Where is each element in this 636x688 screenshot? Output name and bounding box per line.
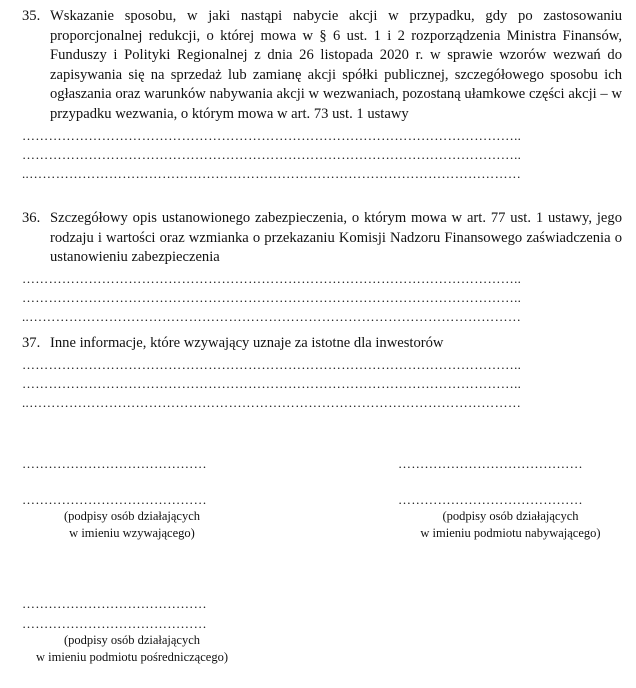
item-number: 36. bbox=[22, 210, 41, 226]
signature-caption: w imieniu podmiotu pośredniczącego) bbox=[36, 650, 228, 664]
signature-block-acquirer bbox=[398, 456, 623, 542]
fill-in-line[interactable]: ………………………………………………………………………………………………….. bbox=[22, 289, 522, 305]
signature-caption: w imieniu wzywającego) bbox=[69, 526, 195, 540]
signature-caption: (podpisy osób działających bbox=[63, 633, 201, 647]
fill-in-line[interactable]: ………………………………………………………………………………………………….. bbox=[22, 270, 522, 286]
fill-in-line[interactable]: ………………………………………………………………………………………………….. bbox=[22, 127, 522, 143]
signature-caption: w imieniu podmiotu nabywającego) bbox=[420, 526, 601, 540]
item-36 bbox=[22, 209, 622, 326]
signature-line[interactable]: …………………………………… bbox=[22, 616, 207, 631]
signature-block-intermediary bbox=[22, 596, 242, 666]
item-37-paragraph bbox=[22, 334, 622, 354]
fill-in-line[interactable]: ………………………………………………………………………………………………….. bbox=[22, 375, 522, 391]
item-text: Inne informacje, które wzywający uznaje za istotne dla inwestorów bbox=[50, 335, 444, 351]
signature-caption: (podpisy osób działających bbox=[63, 509, 201, 523]
signature-line[interactable]: …………………………………… bbox=[398, 456, 583, 471]
item-36-paragraph bbox=[22, 209, 622, 268]
fill-in-line[interactable]: ..………………………………………………………………………………………………… bbox=[22, 165, 522, 181]
fill-in-line[interactable]: ..………………………………………………………………………………………………… bbox=[22, 308, 522, 324]
signature-line[interactable]: …………………………………… bbox=[398, 492, 583, 507]
item-text: Wskazanie sposobu, w jaki nastąpi nabycie akcji w przypadku, gdy po zastosowaniu proporcjonalnej redukcji, o której mowa w § 6 ust. 1 i 2 rozporządzenia Ministra Finansów, Funduszy i Polityki Regionalnej z dnia 26 listopada 2020 r. w sprawie wzorów wezwań do zapisywania się na sprzedaż lub zamianę akcji spółki publicznej, szczegółowego sposobu ich ogłaszania oraz warunków nabywania akcji w wezwaniach, pozostaną ułamkowe części akcji – w przypadku wezwania, o którym mowa w art. 73 ust. 1 ustawy bbox=[50, 8, 622, 122]
item-number: 35. bbox=[22, 8, 41, 24]
signature-line[interactable]: …………………………………… bbox=[22, 596, 207, 611]
signature-line[interactable]: …………………………………… bbox=[22, 492, 207, 507]
signature-line[interactable]: …………………………………… bbox=[22, 456, 207, 471]
item-37 bbox=[22, 334, 622, 412]
fill-in-line[interactable]: ………………………………………………………………………………………………….. bbox=[22, 356, 522, 372]
item-35-paragraph bbox=[22, 7, 622, 125]
item-number: 37. bbox=[22, 335, 41, 351]
fill-in-line[interactable]: ………………………………………………………………………………………………….. bbox=[22, 146, 522, 162]
item-text: Szczegółowy opis ustanowionego zabezpieczenia, o którym mowa w art. 77 ust. 1 ustawy, jego rodzaju i wartości oraz wzmianka o przekazaniu Komisji Nadzoru Finansowego zaświadczenia o ustanowieniu zabezpieczenia bbox=[50, 210, 622, 266]
signature-block-bidder bbox=[22, 456, 242, 542]
fill-in-line[interactable]: ..………………………………………………………………………………………………… bbox=[22, 394, 522, 410]
signature-caption: (podpisy osób działających bbox=[442, 509, 579, 523]
item-35 bbox=[22, 7, 622, 183]
